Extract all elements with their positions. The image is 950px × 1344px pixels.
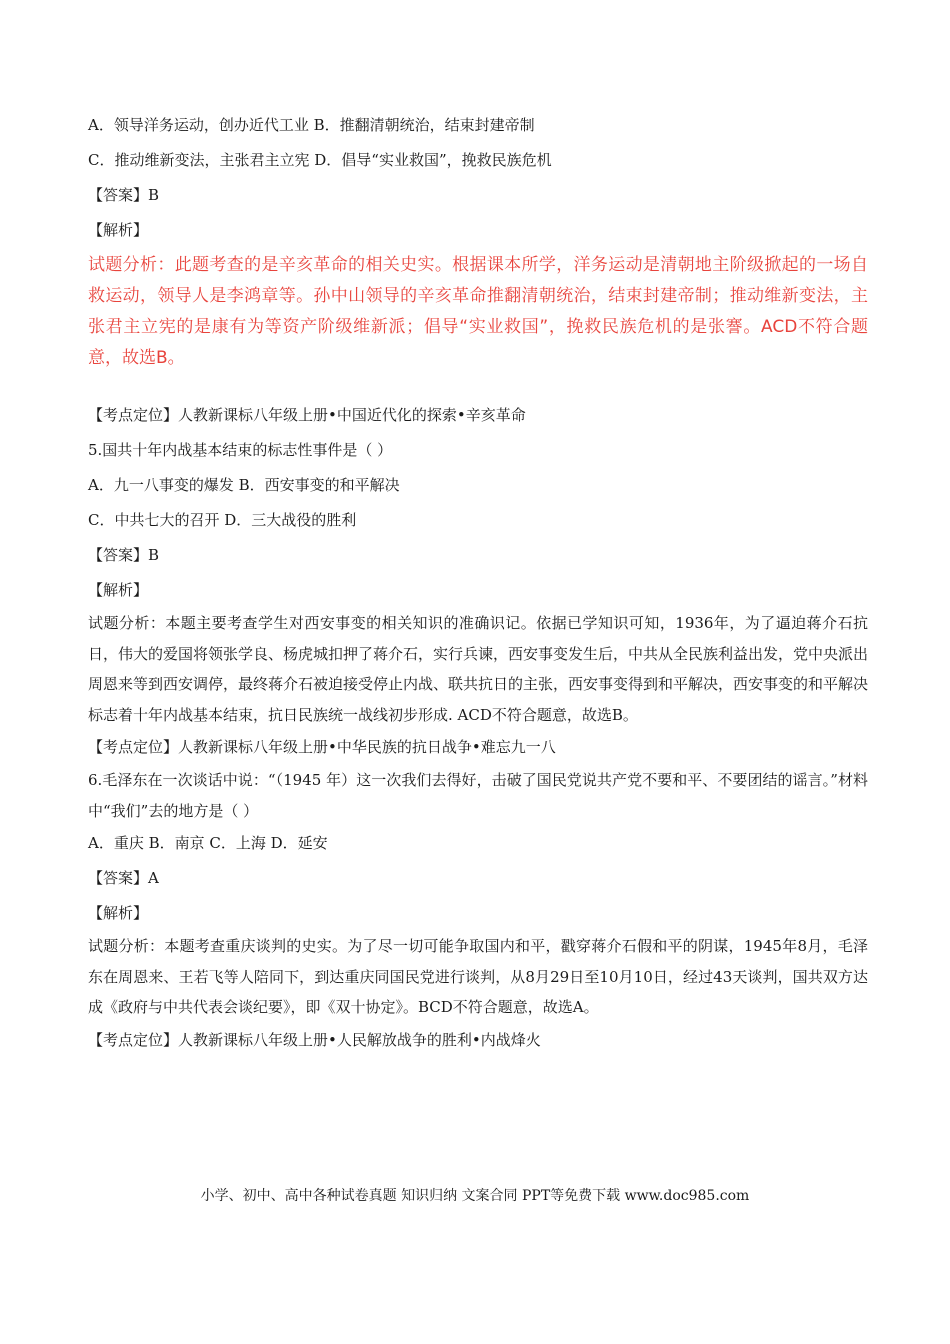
q5-kaodian: 【考点定位】人教新课标八年级上册•中华民族的抗日战争•难忘九一八 — [88, 738, 556, 756]
q6-answer: 【答案】A — [88, 869, 159, 887]
q4-kaodian: 【考点定位】人教新课标八年级上册•中国近代化的探索•辛亥革命 — [88, 406, 526, 424]
q6-question: 6.毛泽东在一次谈话中说：“（1945 年）这一次我们去得好，击破了国民党说共产党不要和平、不要团结的谣言。”材料中“我们”去的地方是（ ） — [88, 771, 868, 820]
q4-options-ab: A．领导洋务运动，创办近代工业 B．推翻清朝统治，结束封建帝制 — [88, 116, 535, 134]
q4-options-cd: C．推动维新变法，主张君主立宪 D．倡导“实业救国”，挽救民族危机 — [88, 151, 552, 169]
q5-options-ab: A．九一八事变的爆发 B．西安事变的和平解决 — [88, 476, 400, 494]
page-footer: 小学、初中、高中各种试卷真题 知识归纳 文案合同 PPT等免费下载 www.doc985.com — [200, 1188, 750, 1204]
q5-answer: 【答案】B — [88, 546, 160, 564]
q6-analysis-heading: 【解析】 — [88, 904, 149, 922]
q4-answer: 【答案】B — [88, 186, 160, 204]
q4-analysis-text: 试题分析：此题考查的是辛亥革命的相关史实。根据课本所学，洋务运动是清朝地主阶级掀起的一场自救运动，领导人是李鸿章等。孙中山领导的辛亥革命推翻清朝统治，结束封建帝制；推动维新变法，主张君主立宪的是康有为等资产阶级维新派；倡导“实业救国”，挽救民族危机的是张謇。ACD不符合题意，故选B。 — [88, 255, 868, 368]
q6-analysis-text: 试题分析：本题考查重庆谈判的史实。为了尽一切可能争取国内和平，戳穿蒋介石假和平的阴谋，1945年8月，毛泽东在周恩来、王若飞等人陪同下，到达重庆同国民党进行谈判，从8月29日至10月10日，经过43天谈判，国共双方达成《政府与中共代表会谈纪要》，即《双十协定》。BCD不符合题意，故选A。 — [88, 937, 868, 1016]
q6-kaodian: 【考点定位】人教新课标八年级上册•人民解放战争的胜利•内战烽火 — [88, 1030, 541, 1049]
q5-analysis-text: 试题分析：本题主要考查学生对西安事变的相关知识的准确识记。依据已学知识可知，1936年，为了逼迫蒋介石抗日，伟大的爱国将领张学良、杨虎城扣押了蒋介石，实行兵谏，西安事变发生后，中共从全民族利益出发，党中央派出周恩来等到西安调停，最终蒋介石被迫接受停止内战、联共抗日的主张，西安事变得到和平解决，西安事变的和平解决标志着十年内战基本结束，抗日民族统一战线初步形成. ACD不符合题意，故选B。 — [88, 614, 869, 724]
document-body — [88, 108, 868, 1058]
q6-options: A．重庆 B．南京 C．上海 D．延安 — [88, 834, 328, 852]
q5-options-cd: C．中共七大的召开 D．三大战役的胜利 — [88, 511, 357, 529]
q5-analysis-heading: 【解析】 — [88, 581, 149, 599]
q4-analysis-heading: 【解析】 — [88, 221, 149, 239]
q5-question: 5.国共十年内战基本结束的标志性事件是（ ） — [88, 441, 393, 459]
